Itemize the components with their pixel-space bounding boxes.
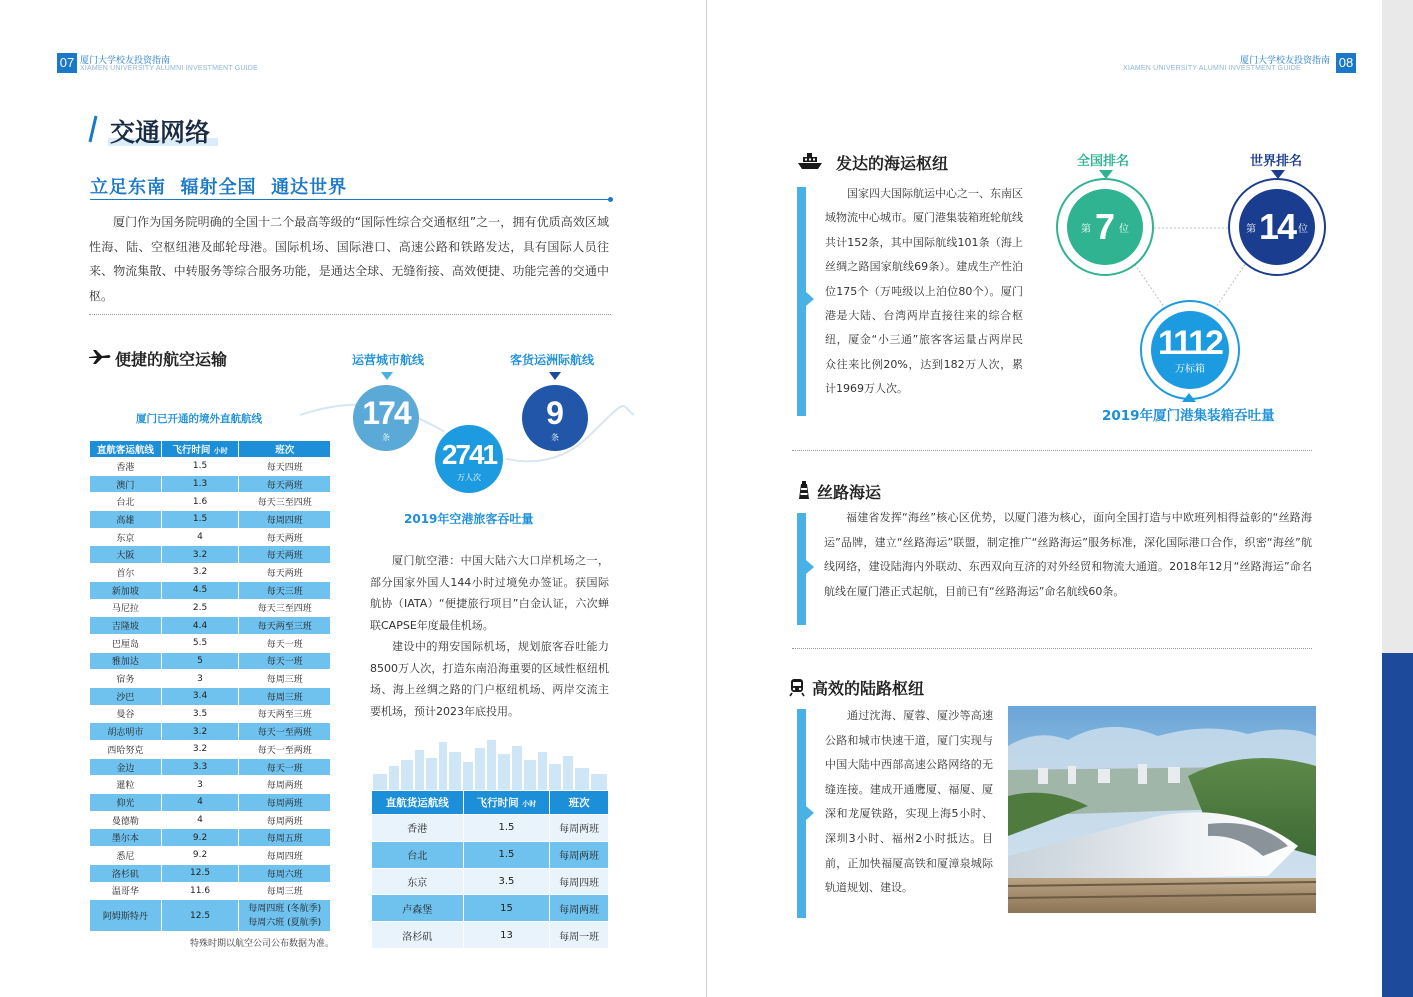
frequency-cell: 每周四班 (239, 847, 331, 865)
route-city-cell: 西哈努克 (90, 741, 162, 759)
route-city-cell: 温哥华 (90, 882, 162, 900)
col-header-route: 直航客运航线 (90, 441, 162, 458)
silk-paragraph: 福建省发挥“海丝”核心区优势，以厦门港为核心，面向全国打造与中欧班列相得益彰的“丝路海运”品牌，建立“丝路海运”联盟，制定推广“丝路海运”服务标准，深化国际港口合作，织密“海丝”航线网络，建设陆海内外联动、东西双向互济的对外经贸和物流大通道。2018年12月“丝路海运”命名航线在厦门港正式起航，目前已有“丝路海运”命名航线60条。 (824, 511, 1312, 598)
stat-passengers-caption: 2019年空港旅客吞吐量 (404, 512, 534, 526)
table-row (90, 511, 331, 529)
flight-time-cell: 4 (161, 811, 239, 829)
flight-time-cell: 4 (161, 794, 239, 812)
table-row (90, 864, 331, 882)
route-city-cell: 台北 (90, 493, 162, 511)
cargo-time-cell: 3.5 (463, 868, 550, 895)
frequency-cell: 每天一班 (239, 758, 331, 776)
teu-caption: 2019年厦门港集装箱吞吐量 (1102, 408, 1275, 424)
silk-accent-bar (797, 513, 806, 625)
lighthouse-icon (797, 480, 811, 500)
flight-time-cell: 3.2 (161, 564, 239, 582)
table-row (90, 847, 331, 865)
table-row (90, 581, 331, 599)
cargo-city-cell: 台北 (372, 841, 464, 868)
frequency-cell: 每天两班 (239, 564, 331, 582)
route-city-cell: 雅加达 (90, 652, 162, 670)
flight-time-cell: 9.2 (161, 829, 239, 847)
silk-title: 丝路海运 (817, 483, 882, 502)
col-header-time (161, 441, 239, 458)
land-title: 高效的陆路枢纽 (812, 679, 925, 698)
flight-time-cell: 1.5 (161, 511, 239, 529)
col-header-frequency: 班次 (239, 441, 331, 458)
air-title: 便捷的航空运输 (115, 350, 228, 369)
flight-time-cell: 12.5 (161, 864, 239, 882)
frequency-cell: 每周五班 (239, 829, 331, 847)
flight-time-cell: 2.5 (161, 599, 239, 617)
rank-national-prefix: 第 (1080, 223, 1091, 235)
route-city-cell: 巴厘岛 (90, 634, 162, 652)
table-row (90, 528, 331, 546)
route-city-cell: 首尔 (90, 564, 162, 582)
cargo-col-header-frequency: 班次 (550, 791, 609, 815)
rank-national-label: 全国排名 (1077, 154, 1130, 169)
sea-paragraph: 国家四大国际航运中心之一、东南区域物流中心城市。厦门港集装箱班轮航线共计152条，其中国际航线101条（海上丝绸之路国家航线69条）。建成生产性泊位175个（万吨级以上泊位80个）。厦门港是大陆、台湾两岸直接往来的综合枢纽，厦金“小三通”旅客客运量占两岸民众往来比例20%，达到182万人次，累计1969万人次。 (825, 187, 1023, 396)
table-row (90, 882, 331, 900)
stat-cargo-arrow (549, 372, 561, 380)
table-row (90, 475, 331, 493)
cargo-time-cell: 13 (463, 922, 550, 949)
route-city-cell: 墨尔本 (90, 829, 162, 847)
table-row (90, 493, 331, 511)
right-edge-blue-tab (1382, 653, 1413, 997)
frequency-cell: 每天三至四班 (239, 599, 331, 617)
table-row (372, 895, 609, 922)
cargo-col-header-time-unit: 小时 (522, 800, 537, 808)
intro-divider (89, 314, 611, 315)
stat-routes-unit: 条 (382, 433, 390, 442)
land-accent-arrow (806, 806, 814, 820)
cargo-routes-table (371, 790, 609, 949)
table-row (90, 634, 331, 652)
rank-world-circle (1239, 189, 1315, 265)
cargo-time-cell: 1.5 (463, 815, 550, 842)
new-airport-paragraph: 建设中的翔安国际机场，规划旅客吞吐能力8500万人次，打造东南沿海重要的区域性枢纽机场、海上丝绸之路的门户枢纽机场、两岸交流主要机场，预计2023年底投用。 (370, 640, 609, 718)
right-header-subtitle: XIAMEN UNIVERSITY ALUMNI INVESTMENT GUIDE (1123, 65, 1301, 72)
teu-value: 1112 (1158, 324, 1222, 362)
section-title: 交通网络 (110, 118, 211, 147)
flight-time-cell: 4.5 (161, 581, 239, 599)
flight-time-cell: 4 (161, 528, 239, 546)
cargo-frequency-cell: 每周两班 (550, 895, 609, 922)
route-city-cell: 金边 (90, 758, 162, 776)
route-city-cell: 香港 (90, 458, 162, 476)
city-skyline-graphic (371, 738, 609, 792)
right-page-number: 08 (1336, 53, 1356, 73)
table-row (90, 564, 331, 582)
frequency-cell: 每周两班 (239, 776, 331, 794)
flight-time-cell: 4.4 (161, 617, 239, 635)
route-city-cell: 仰光 (90, 794, 162, 812)
teu-ring (1140, 300, 1240, 400)
table-row (90, 599, 331, 617)
table-row (90, 546, 331, 564)
left-page-number: 07 (57, 53, 77, 73)
table-row (90, 458, 331, 476)
flight-time-cell: 1.6 (161, 493, 239, 511)
frequency-winter: 每周四班 (冬航季) (248, 903, 322, 914)
frequency-cell: 每天三班 (239, 581, 331, 599)
table-row (90, 829, 331, 847)
route-city-cell: 马尼拉 (90, 599, 162, 617)
route-city-cell: 宿务 (90, 670, 162, 688)
silk-divider (792, 648, 1312, 649)
frequency-cell: 每周两班 (239, 794, 331, 812)
table-header-row (90, 441, 331, 458)
stat-routes-label: 运营城市航线 (352, 353, 425, 367)
cargo-col-header-time-label: 飞行时间 (476, 797, 519, 809)
cargo-city-cell: 香港 (372, 815, 464, 842)
slogan: 立足东南 辐射全国 通达世界 (90, 177, 348, 198)
sea-accent-bar (797, 187, 806, 416)
route-city-cell: 悉尼 (90, 847, 162, 865)
route-city-cell: 高雄 (90, 511, 162, 529)
table-row (90, 758, 331, 776)
route-city-cell: 曼谷 (90, 705, 162, 723)
stat-cargo-value: 9 (546, 395, 564, 431)
route-city-cell: 胡志明市 (90, 723, 162, 741)
teu-circle (1151, 311, 1229, 389)
flight-time-cell: 5.5 (161, 634, 239, 652)
flight-time-cell: 1.3 (161, 475, 239, 493)
silk-accent-arrow (806, 560, 814, 574)
cargo-col-header-time (463, 791, 550, 815)
flight-time-cell: 3.3 (161, 758, 239, 776)
frequency-cell: 每天两至三班 (239, 705, 331, 723)
frequency-cell: 每天两班 (239, 546, 331, 564)
table-row (90, 900, 331, 932)
route-city-cell: 新加坡 (90, 581, 162, 599)
frequency-cell: 每周四班 (239, 511, 331, 529)
left-header-subtitle: XIAMEN UNIVERSITY ALUMNI INVESTMENT GUIDE (80, 65, 258, 72)
intro-paragraph: 厦门作为国务院明确的全国十二个最高等级的“国际性综合交通枢纽”之一，拥有优质高效区域性海、陆、空枢纽港及邮轮母港。国际机场、国际港口、高速公路和铁路发达，具有国际人员往来、物流集散、中转服务等综合服务功能，是通达全球、无缝衔接、高效便捷、功能完善的交通中枢。 (89, 215, 609, 303)
left-header-title: 厦门大学校友投资指南 (80, 56, 171, 66)
ship-icon (796, 152, 824, 170)
frequency-summer: 每周六班 (夏航季) (248, 917, 322, 928)
frequency-cell: 每周两班 (239, 811, 331, 829)
land-paragraph: 通过沈海、厦蓉、厦沙等高速公路和城市快速干道，厦门实现与中国大陆中西部高速公路网络的无缝连接。建成开通鹰厦、福厦、厦深和龙厦铁路，实现上海5小时、深圳3小时、福州2小时抵达。目前，正加快福厦高铁和厦漳泉城际轨道规划、建设。 (825, 709, 993, 895)
table-row (372, 868, 609, 895)
table-row (90, 776, 331, 794)
frequency-cell: 每天一至两班 (239, 741, 331, 759)
flight-time-cell: 9.2 (161, 847, 239, 865)
right-header-title: 厦门大学校友投资指南 (1240, 56, 1331, 66)
flight-time-cell: 1.5 (161, 458, 239, 476)
air-routes-body (90, 458, 331, 932)
table-row (372, 922, 609, 949)
stat-cargo-label: 客货运洲际航线 (510, 353, 595, 367)
flight-time-cell: 3 (161, 670, 239, 688)
cargo-time-cell: 15 (463, 895, 550, 922)
stat-passengers-value: 2741 (441, 439, 497, 470)
route-city-cell: 洛杉矶 (90, 864, 162, 882)
frequency-cell: 每天两班 (239, 528, 331, 546)
cargo-time-cell: 1.5 (463, 841, 550, 868)
rank-national-circle (1067, 189, 1143, 265)
flight-time-cell: 5 (161, 652, 239, 670)
cargo-city-cell: 东京 (372, 868, 464, 895)
route-city-cell: 沙巴 (90, 687, 162, 705)
slogan-rule (90, 199, 611, 200)
stat-routes-arrow (381, 372, 393, 380)
airport-paragraph: 厦门航空港：中国大陆六大口岸机场之一，部分国家外国人144小时过境免办签证。获国际航协（IATA）“便捷旅行项目”白金认证，六次蝉联CAPSE年度最佳机场。 (370, 554, 609, 632)
teu-unit: 万标箱 (1175, 364, 1205, 375)
land-accent-bar (797, 709, 806, 918)
table-header-row (372, 791, 609, 815)
flight-time-cell: 12.5 (161, 900, 239, 932)
frequency-cell: 每天一至两班 (239, 723, 331, 741)
frequency-cell: 每天一班 (239, 652, 331, 670)
flight-time-cell: 3.2 (161, 741, 239, 759)
table-row (90, 794, 331, 812)
route-city-cell: 吉隆坡 (90, 617, 162, 635)
stat-cargo-circle (522, 385, 588, 451)
page-divider (706, 0, 707, 997)
high-speed-train-photo (1008, 706, 1316, 913)
sea-divider (792, 450, 1312, 451)
teu-arrow (1182, 393, 1196, 402)
table-row (90, 652, 331, 670)
rank-world-suffix: 位 (1298, 223, 1309, 235)
rank-world-value: 14 (1258, 206, 1296, 247)
frequency-cell: 每周三班 (239, 687, 331, 705)
rank-world-label: 世界排名 (1250, 154, 1303, 169)
cargo-city-cell: 卢森堡 (372, 895, 464, 922)
table-row (90, 811, 331, 829)
table-row (90, 687, 331, 705)
cargo-frequency-cell: 每周两班 (550, 841, 609, 868)
frequency-cell: 每天两至三班 (239, 617, 331, 635)
col-header-time-unit: 小时 (213, 447, 228, 455)
flight-time-cell: 3.4 (161, 687, 239, 705)
rank-national-suffix: 位 (1119, 223, 1130, 235)
frequency-cell: 每天三至四班 (239, 493, 331, 511)
cargo-frequency-cell: 每周四班 (550, 868, 609, 895)
cargo-routes-body (372, 815, 609, 949)
title-slash-icon (88, 114, 98, 144)
air-table-footnote: 特殊时期以航空公司公布数据为准。 (190, 939, 335, 949)
rank-national-ring (1056, 178, 1154, 276)
air-routes-table (89, 440, 331, 932)
flight-time-cell: 3.2 (161, 723, 239, 741)
slogan-rule-dot (608, 197, 613, 202)
table-row (90, 617, 331, 635)
col-header-time-label: 飞行时间 (172, 445, 211, 456)
frequency-cell: 每天两班 (239, 475, 331, 493)
stat-passengers-circle (435, 425, 503, 493)
sea-title: 发达的海运枢纽 (836, 154, 949, 173)
rank-world-prefix: 第 (1245, 223, 1256, 235)
cargo-city-cell: 洛杉矶 (372, 922, 464, 949)
air-table-caption: 厦门已开通的境外直航航线 (136, 413, 262, 425)
stat-routes-value: 174 (362, 395, 410, 431)
frequency-cell: 每天四班 (239, 458, 331, 476)
flight-time-cell: 3 (161, 776, 239, 794)
sea-accent-arrow (806, 292, 814, 306)
frequency-cell: 每周三班 (239, 670, 331, 688)
frequency-cell (239, 900, 331, 932)
stat-routes-circle (353, 385, 419, 451)
frequency-cell: 每周三班 (239, 882, 331, 900)
frequency-cell: 每周六班 (239, 864, 331, 882)
table-row (90, 670, 331, 688)
table-row (90, 705, 331, 723)
table-row (90, 741, 331, 759)
route-city-cell: 阿姆斯特丹 (90, 900, 162, 932)
train-icon (789, 678, 805, 697)
route-city-cell: 东京 (90, 528, 162, 546)
route-city-cell: 澳门 (90, 475, 162, 493)
stat-passengers-unit: 万人次 (457, 473, 481, 482)
route-city-cell: 大阪 (90, 546, 162, 564)
table-row (90, 723, 331, 741)
rank-national-value: 7 (1094, 206, 1116, 247)
frequency-cell: 每天一班 (239, 634, 331, 652)
cargo-col-header-route: 直航货运航线 (372, 791, 464, 815)
table-row (372, 841, 609, 868)
cargo-frequency-cell: 每周两班 (550, 815, 609, 842)
rank-world-ring (1228, 178, 1326, 276)
route-city-cell: 曼德勒 (90, 811, 162, 829)
flight-time-cell: 11.6 (161, 882, 239, 900)
flight-time-cell: 3.5 (161, 705, 239, 723)
cargo-frequency-cell: 每周一班 (550, 922, 609, 949)
route-city-cell: 暹粒 (90, 776, 162, 794)
airplane-icon (88, 349, 112, 365)
flight-time-cell: 3.2 (161, 546, 239, 564)
stat-cargo-unit: 条 (551, 433, 559, 442)
table-row (372, 815, 609, 842)
